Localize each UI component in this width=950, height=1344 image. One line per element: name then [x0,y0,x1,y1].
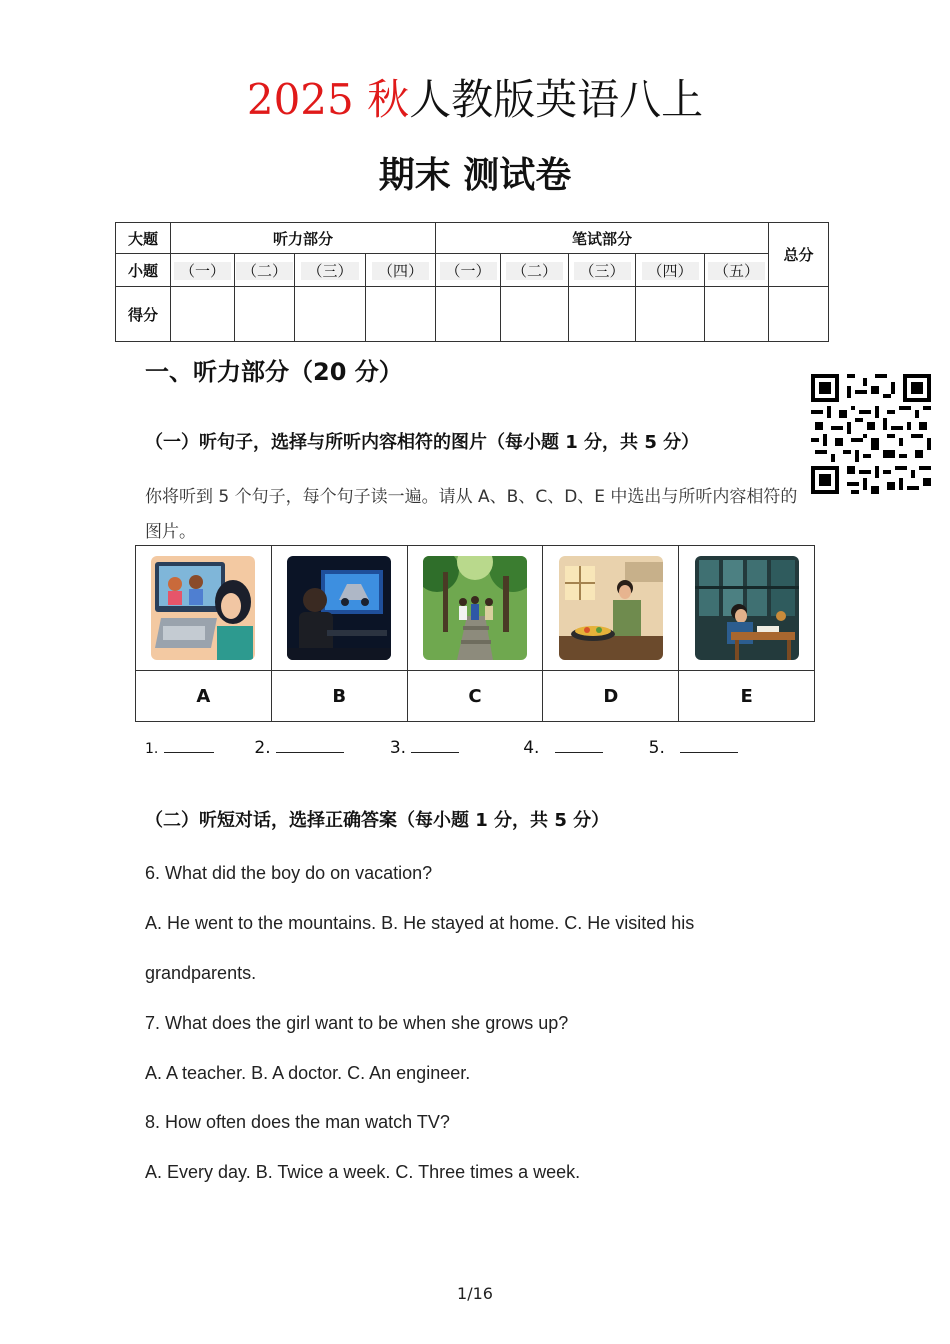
score-cell[interactable] [501,287,569,342]
score-cell[interactable] [235,287,295,342]
question-6-options: A. He went to the mountains. B. He stayed at home. C. He visited his [145,913,695,933]
writing-part-3: （三） [569,254,636,287]
blank-number-3: 3. [389,738,407,758]
score-header-major: 大题 [116,223,171,254]
picture-cell-c [407,546,543,671]
listening-part-4: （四） [366,254,436,287]
score-cell[interactable] [636,287,705,342]
question-7: 7. What does the girl want to be when she grows up? [145,1013,569,1033]
section-title-listening: 一、听力部分（20 分） [145,358,403,386]
woman-cooking-picture [559,556,663,660]
document-title [0,72,950,128]
page-number: 1/16 [457,1284,493,1303]
answer-blanks [145,738,738,758]
writing-part-1: （一） [436,254,501,287]
score-cell[interactable] [366,287,436,342]
picture-cell-a [136,546,272,671]
picture-cell-d [543,546,679,671]
writing-part-5: （五） [705,254,769,287]
listening-part-1: （一） [171,254,235,287]
title-text: 人教版英语八上 [409,75,704,124]
boy-studying-library-picture [695,556,799,660]
score-cell[interactable] [769,287,829,342]
blank-number-4: 4. [523,738,540,758]
girl-video-call-picture [151,556,255,660]
part1-instructions: 你将听到 5 个句子，每个句子读一遍。请从 A、B、C、D、E 中选出与所听内容相符的图片。 [145,487,798,542]
score-cell[interactable] [436,287,501,342]
question-6: 6. What did the boy do on vacation? [145,863,433,883]
picture-label-c: C [407,671,543,722]
picture-label-b: B [271,671,407,722]
score-cell[interactable] [569,287,636,342]
answer-blank-3[interactable] [411,738,459,753]
question-7-options: A. A teacher. B. A doctor. C. An engineer. [145,1063,471,1083]
part1-title: （一）听句子，选择与所听内容相符的图片（每小题 1 分，共 5 分） [145,432,700,453]
score-table [115,222,829,342]
blank-number-2: 2. [254,738,271,758]
answer-blank-5[interactable] [680,738,738,753]
answer-blank-2[interactable] [276,738,344,753]
score-cell[interactable] [295,287,366,342]
listening-part-2: （二） [235,254,295,287]
score-header-score: 得分 [116,287,171,342]
question-8-options: A. Every day. B. Twice a week. C. Three times a week. [145,1162,581,1182]
document-subtitle: 期末 测试卷 [378,154,572,196]
qr-code-icon[interactable] [810,374,932,494]
writing-part-2: （二） [501,254,569,287]
picture-table [135,545,815,722]
score-cell[interactable] [171,287,235,342]
question-8: 8. How often does the man watch TV? [145,1112,450,1132]
score-header-writing: 笔试部分 [436,223,769,254]
title-year: 2025 秋 [246,75,410,124]
score-header-listening: 听力部分 [171,223,436,254]
picture-label-a: A [136,671,272,722]
writing-part-4: （四） [636,254,705,287]
blank-number-5: 5. [648,738,665,758]
answer-blank-1[interactable] [164,738,214,753]
picture-label-d: D [543,671,679,722]
blank-number-1: 1. [145,741,159,757]
picture-label-e: E [679,671,815,722]
answer-blank-4[interactable] [555,738,603,753]
score-header-total: 总分 [769,223,829,287]
man-gaming-picture [287,556,391,660]
picture-cell-e [679,546,815,671]
kids-hiking-forest-picture [423,556,527,660]
score-cell[interactable] [705,287,769,342]
part2-title: （二）听短对话，选择正确答案（每小题 1 分，共 5 分） [145,810,610,831]
question-6-options-cont: grandparents. [145,963,257,983]
picture-cell-b [271,546,407,671]
listening-part-3: （三） [295,254,366,287]
score-header-sub: 小题 [116,254,171,287]
